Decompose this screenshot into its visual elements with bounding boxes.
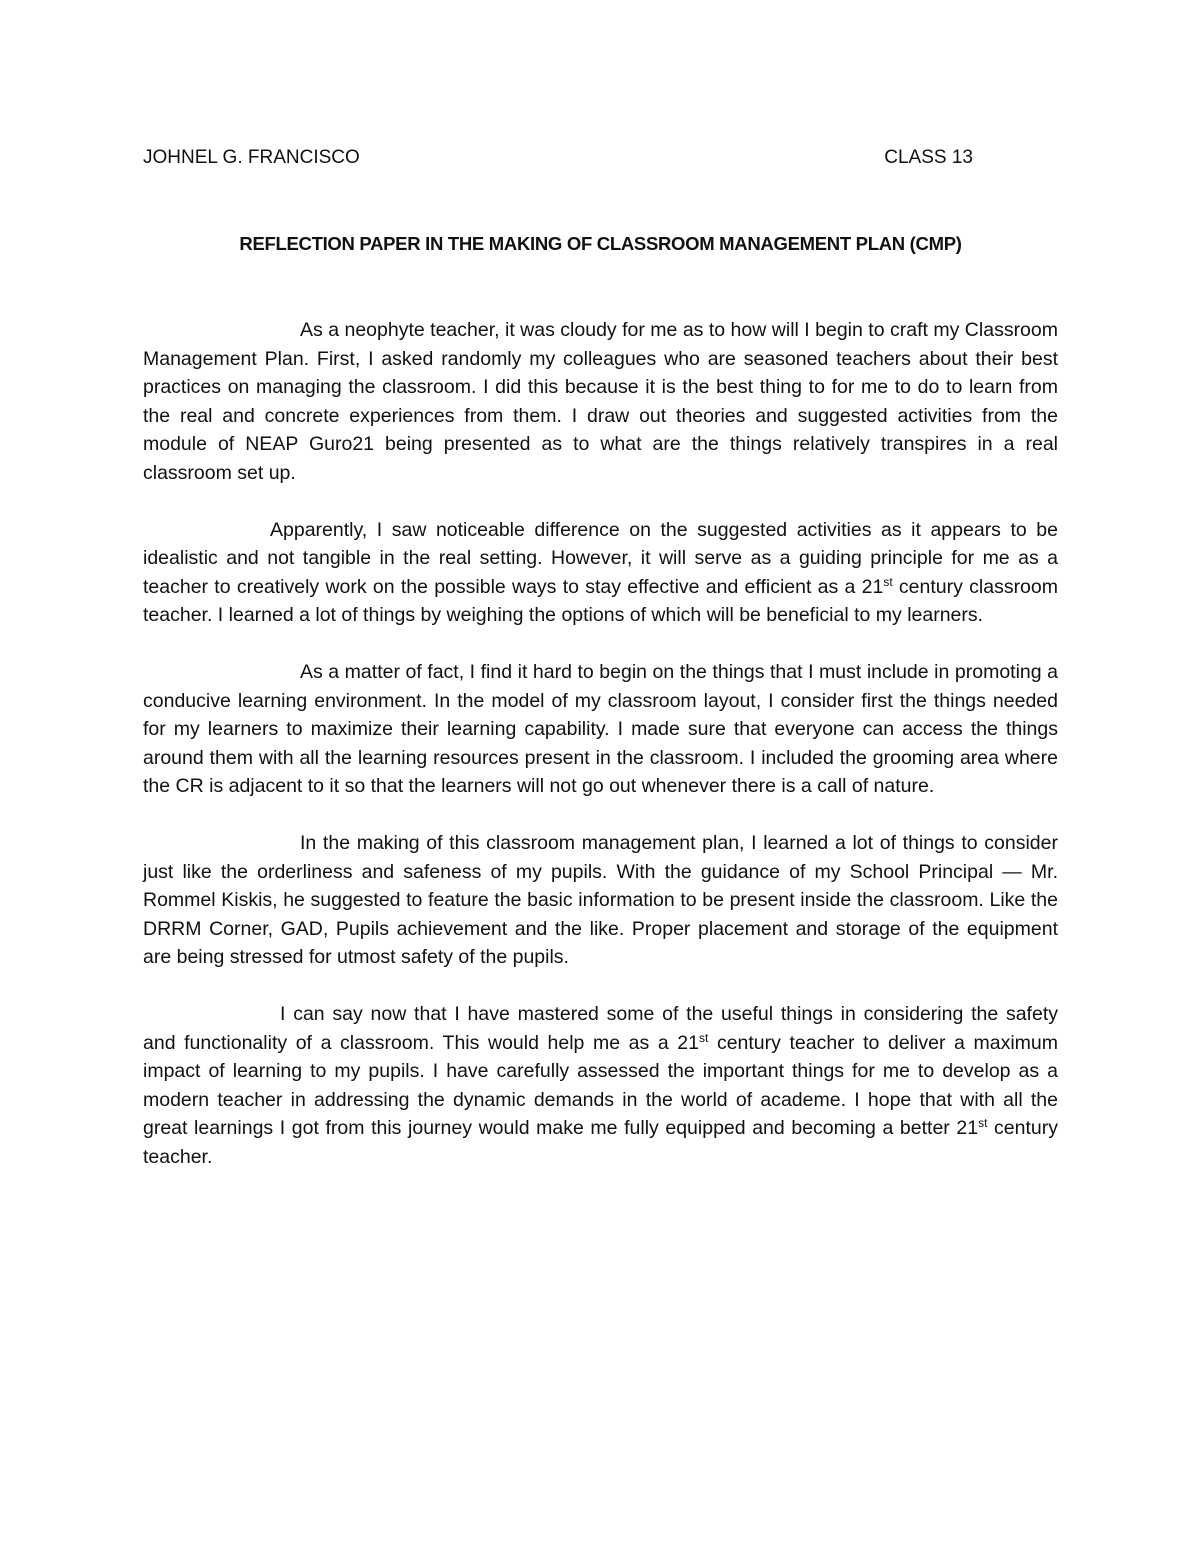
superscript-ordinal: st [978, 1116, 988, 1130]
paragraph-2-text-a: Apparently, I saw noticeable difference on the suggested activities as it appears to be idealistic and not tangible in the real setting. However, it will serve as a guiding principle for me as a teacher to creatively work on the possible ways to stay effective and efficient as a 21 [143, 518, 1058, 598]
superscript-ordinal: st [883, 574, 893, 589]
superscript-ordinal: st [699, 1030, 709, 1045]
paragraph-3: As a matter of fact, I find it hard to begin on the things that I must include in promoting a conducive learning environment. In the model of my classroom layout, I consider first the things needed for my learners to maximize their learning capability. I made sure that everyone can access the things around them with all the learning resources present in the classroom. I included the grooming area where the CR is adjacent to it so that the learners will not go out whenever there is a call of nature. [143, 661, 1058, 797]
paragraph-1: As a neophyte teacher, it was cloudy for me as to how will I begin to craft my Classroom Management Plan. First, I asked randomly my colleagues who are seasoned teachers about their best practices on managing the classroom. I did this because it is the best thing to for me to do to learn from the real and concrete experiences from them. I draw out theories and suggested activities from the module of NEAP Guro21 being presented as to what are the things relatively transpires in a real classroom set up. [143, 319, 1058, 484]
author-name: JOHNEL G. FRANCISCO [143, 147, 360, 168]
document-header [143, 146, 973, 170]
class-label: CLASS 13 [884, 147, 973, 168]
paragraph-5-text-a: I can say now that I have mastered some of the useful things in considering the safety and functionality of a classroom. This would help me as a 21 [143, 1003, 1058, 1054]
paragraph-2 [143, 516, 1058, 630]
paragraph-2-text-b: century classroom teacher. I learned a lot of things by weighing the options of which will be beneficial to my learners. [143, 575, 1058, 626]
paragraph-5-text-c: century teacher. [143, 1117, 1058, 1168]
paragraph-4: In the making of this classroom management plan, I learned a lot of things to consider just like the orderliness and safeness of my pupils. With the guidance of my School Principal — Mr. Rommel Kiskis, he suggested to feature the basic information to be present inside the classroom. Like the DRRM Corner, GAD, Pupils achievement and the like. Proper placement and storage of the equipment are being stressed for utmost safety of the pupils. [143, 832, 1058, 968]
document-title: REFLECTION PAPER IN THE MAKING OF CLASSROOM MANAGEMENT PLAN (CMP) [239, 233, 962, 254]
paragraph-5-text-b: century teacher to deliver a maximum impact of learning to my pupils. I have carefully assessed the important things for me to develop as a modern teacher in addressing the dynamic demands in the world of academe. I hope that with all the great learnings I got from this journey would make me fully equipped and becoming a better 21 [143, 1031, 1058, 1139]
document-body [143, 316, 1058, 1200]
paragraph-5 [143, 1000, 1058, 1171]
